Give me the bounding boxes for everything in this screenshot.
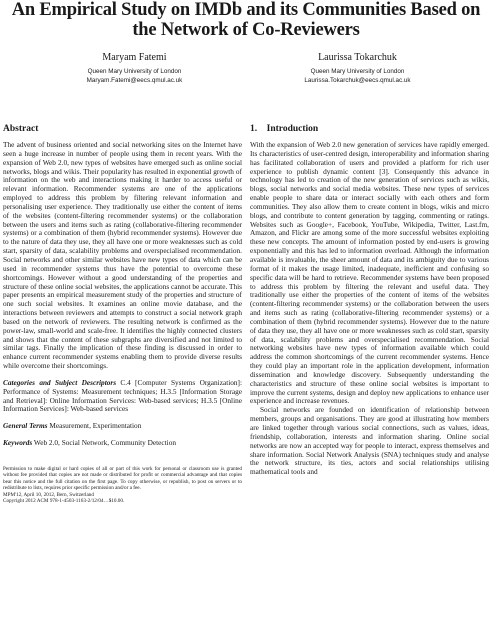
- categories-label: Categories and Subject Descriptors: [3, 377, 117, 387]
- author-affiliation: Queen Mary University of London: [87, 68, 182, 75]
- categories-text: C.4 [Computer Systems Organization]: Performance of Systems: Measurement techniques; H.3.5 [Information Storage and Retrieval]: Online Information Services: Web-based services; H.3.5 [Online Information Services]: Web-based services: [3, 377, 242, 414]
- author-2: [250, 52, 464, 85]
- author-email: Maryam.Fatemi@eecs.qmul.ac.uk: [86, 77, 183, 84]
- abstract-text: The advent of business oriented and social networking sites on the Internet have seen a huge increase in number of people using them in recent years. With the expansion of Web 2.0, new types of websites have emerged such as online social networks, blogs and wikis. Their popularity has resulted in exponential growth of information on the web and interactions making it harder to access useful or relevant information. Recommender systems are one of the applications employed to address this problem by filtering relevant information and personalising user experience. They traditionally use either the content of items of the websites (content-filtering recommender systems) or the collaboration between the users and items such as rating (collaborative-filtering recommender systems) or a combination of them (hybrid recommender systems). However due to the nature of data they use, they all have one or more weaknesses such as cold start, sparsity of data, scalability problems and overspecialised recommendation. Social networks and other similar websites have new types of data which can be used in recommender systems thus have the potential to overcome these shortcomings. However without a good understanding of the properties and structure of these online social websites, the applications cannot be accurate. This paper presents an empirical measurement study of the properties and structure of one such social websites. It examines an online movie database, and the interactions between reviewers and attempts to construct a social network graph based on the network of reviewers. The resulting network is confirmed as the power-law, small-world and scale-free. It identifies the highly connected clusters and shows that the content of these subgraphs are diversified and not limited to similar tags. Finally the implication of these finding is discussed in order to enhance current recommender systems enabling them to provide diverse results while overcome their shortcomings.: [3, 140, 242, 371]
- two-column-body: [3, 123, 489, 504]
- keywords-label: Keywords: [3, 438, 33, 448]
- keywords-section: [3, 439, 242, 448]
- general-terms-section: [3, 422, 242, 431]
- paper-title: An Empirical Study on IMDb and its Communities Based on the Network of Co-Reviewers: [11, 0, 481, 40]
- conference-line: MPM'12, April 10, 2012, Bern, Switzerland: [3, 491, 94, 498]
- permission-notice: [3, 466, 242, 504]
- categories-section: [3, 379, 242, 414]
- author-1: [27, 52, 241, 85]
- intro-heading: 1. Introduction: [250, 124, 319, 134]
- copyright-line: Copyright 2012 ACM 978-1-4503-1163-2/12/04…$10.00.: [3, 498, 125, 505]
- author-affiliation: Queen Mary University of London: [310, 68, 405, 75]
- left-column: [3, 123, 242, 504]
- author-email: Laurissa.Tokarchuk@eecs.qmul.ac.uk: [304, 77, 411, 84]
- author-name: Maryam Fatemi: [102, 52, 167, 63]
- general-terms-text: Measurement, Experimentation: [49, 421, 142, 431]
- author-block: [3, 52, 489, 85]
- keywords-text: Web 2.0, Social Network, Community Detection: [33, 438, 176, 448]
- intro-paragraph-2: Social networks are founded on identification of relationship between members, groups and organisations. They are good at illustrating how members are linked together through various social connections, such as values, ideas, friendship, collaboration, interests and information sharing. Online social networks are now an accepted way for people to interact, express themselves and share information. Social Network Analysis (SNA) techniques study and analyse the network structure, its ties, actors and social relationships utilising mathematical tools and: [250, 405, 489, 477]
- abstract-heading: Abstract: [3, 124, 39, 134]
- intro-paragraph-1: With the expansion of Web 2.0 new generation of services have rapidly emerged. Its characteristics of user-centred design, interoperability and information sharing has facilitated collaboration of users and provided a platform for rich user experience to publish dynamic content [3]. Consequently this advance in technology has led to creation of the new generation of services such as wikis, blogs, social networks and social media websites. These new types of services enable people to share data or interact socially with each others and form communities. They also allow them to create content in blogs, wikis and micro blogs, and contribute to content generation by tagging, commenting or ratings. Websites such as Google+, Facebook, YouTube, Wikipedia, Twitter, Last.fm, Amazon, and Flickr are among some of the more successful websites exploiting these new concepts. The amount of information posted by end-users is growing exponentially and this has led to information overload. Although the information available is invaluable, the sheer amount of data and its ambiguity due to various format of it makes the usage limited, inadequate, inefficient and confusing so specific data will be hard to retrieve. Recommender systems have been proposed to address this problem by filtering the relevant and useful data. They traditionally use either the properties of the content of items of the websites (content-filtering recommender systems) or the collaboration between the users and items such as rating (collaborative-filtering recommender systems) or a combination of them (hybrid recommender systems). However due to the nature of data they use, they all have one or more weaknesses such as cold start, sparsity of data, scalability problems and overspecialised recommendation. Social networking websites have new types of information available which could address the common shortcomings of the current recommender systems. Hence they could play an important role in the application development, information dissemination and knowledge discovery. Subsequently understanding the characteristics and structure of these online social websites is important to improve the current systems, design and deploy new applications to enhance user experience and increase revenues.: [250, 140, 489, 406]
- right-column: [250, 123, 489, 504]
- general-terms-label: General Terms: [3, 421, 48, 431]
- permission-text: Permission to make digital or hard copies of all or part of this work for personal or classroom use is granted without fee provided that copies are not made or distributed for profit or commercial advantage and that copies bear this notice and the full citation on the first page. To copy otherwise, or republish, to post on servers or to redistribute to lists, requires prior specific permission and/or a fee.: [3, 466, 242, 492]
- author-name: Laurissa Tokarchuk: [318, 52, 397, 63]
